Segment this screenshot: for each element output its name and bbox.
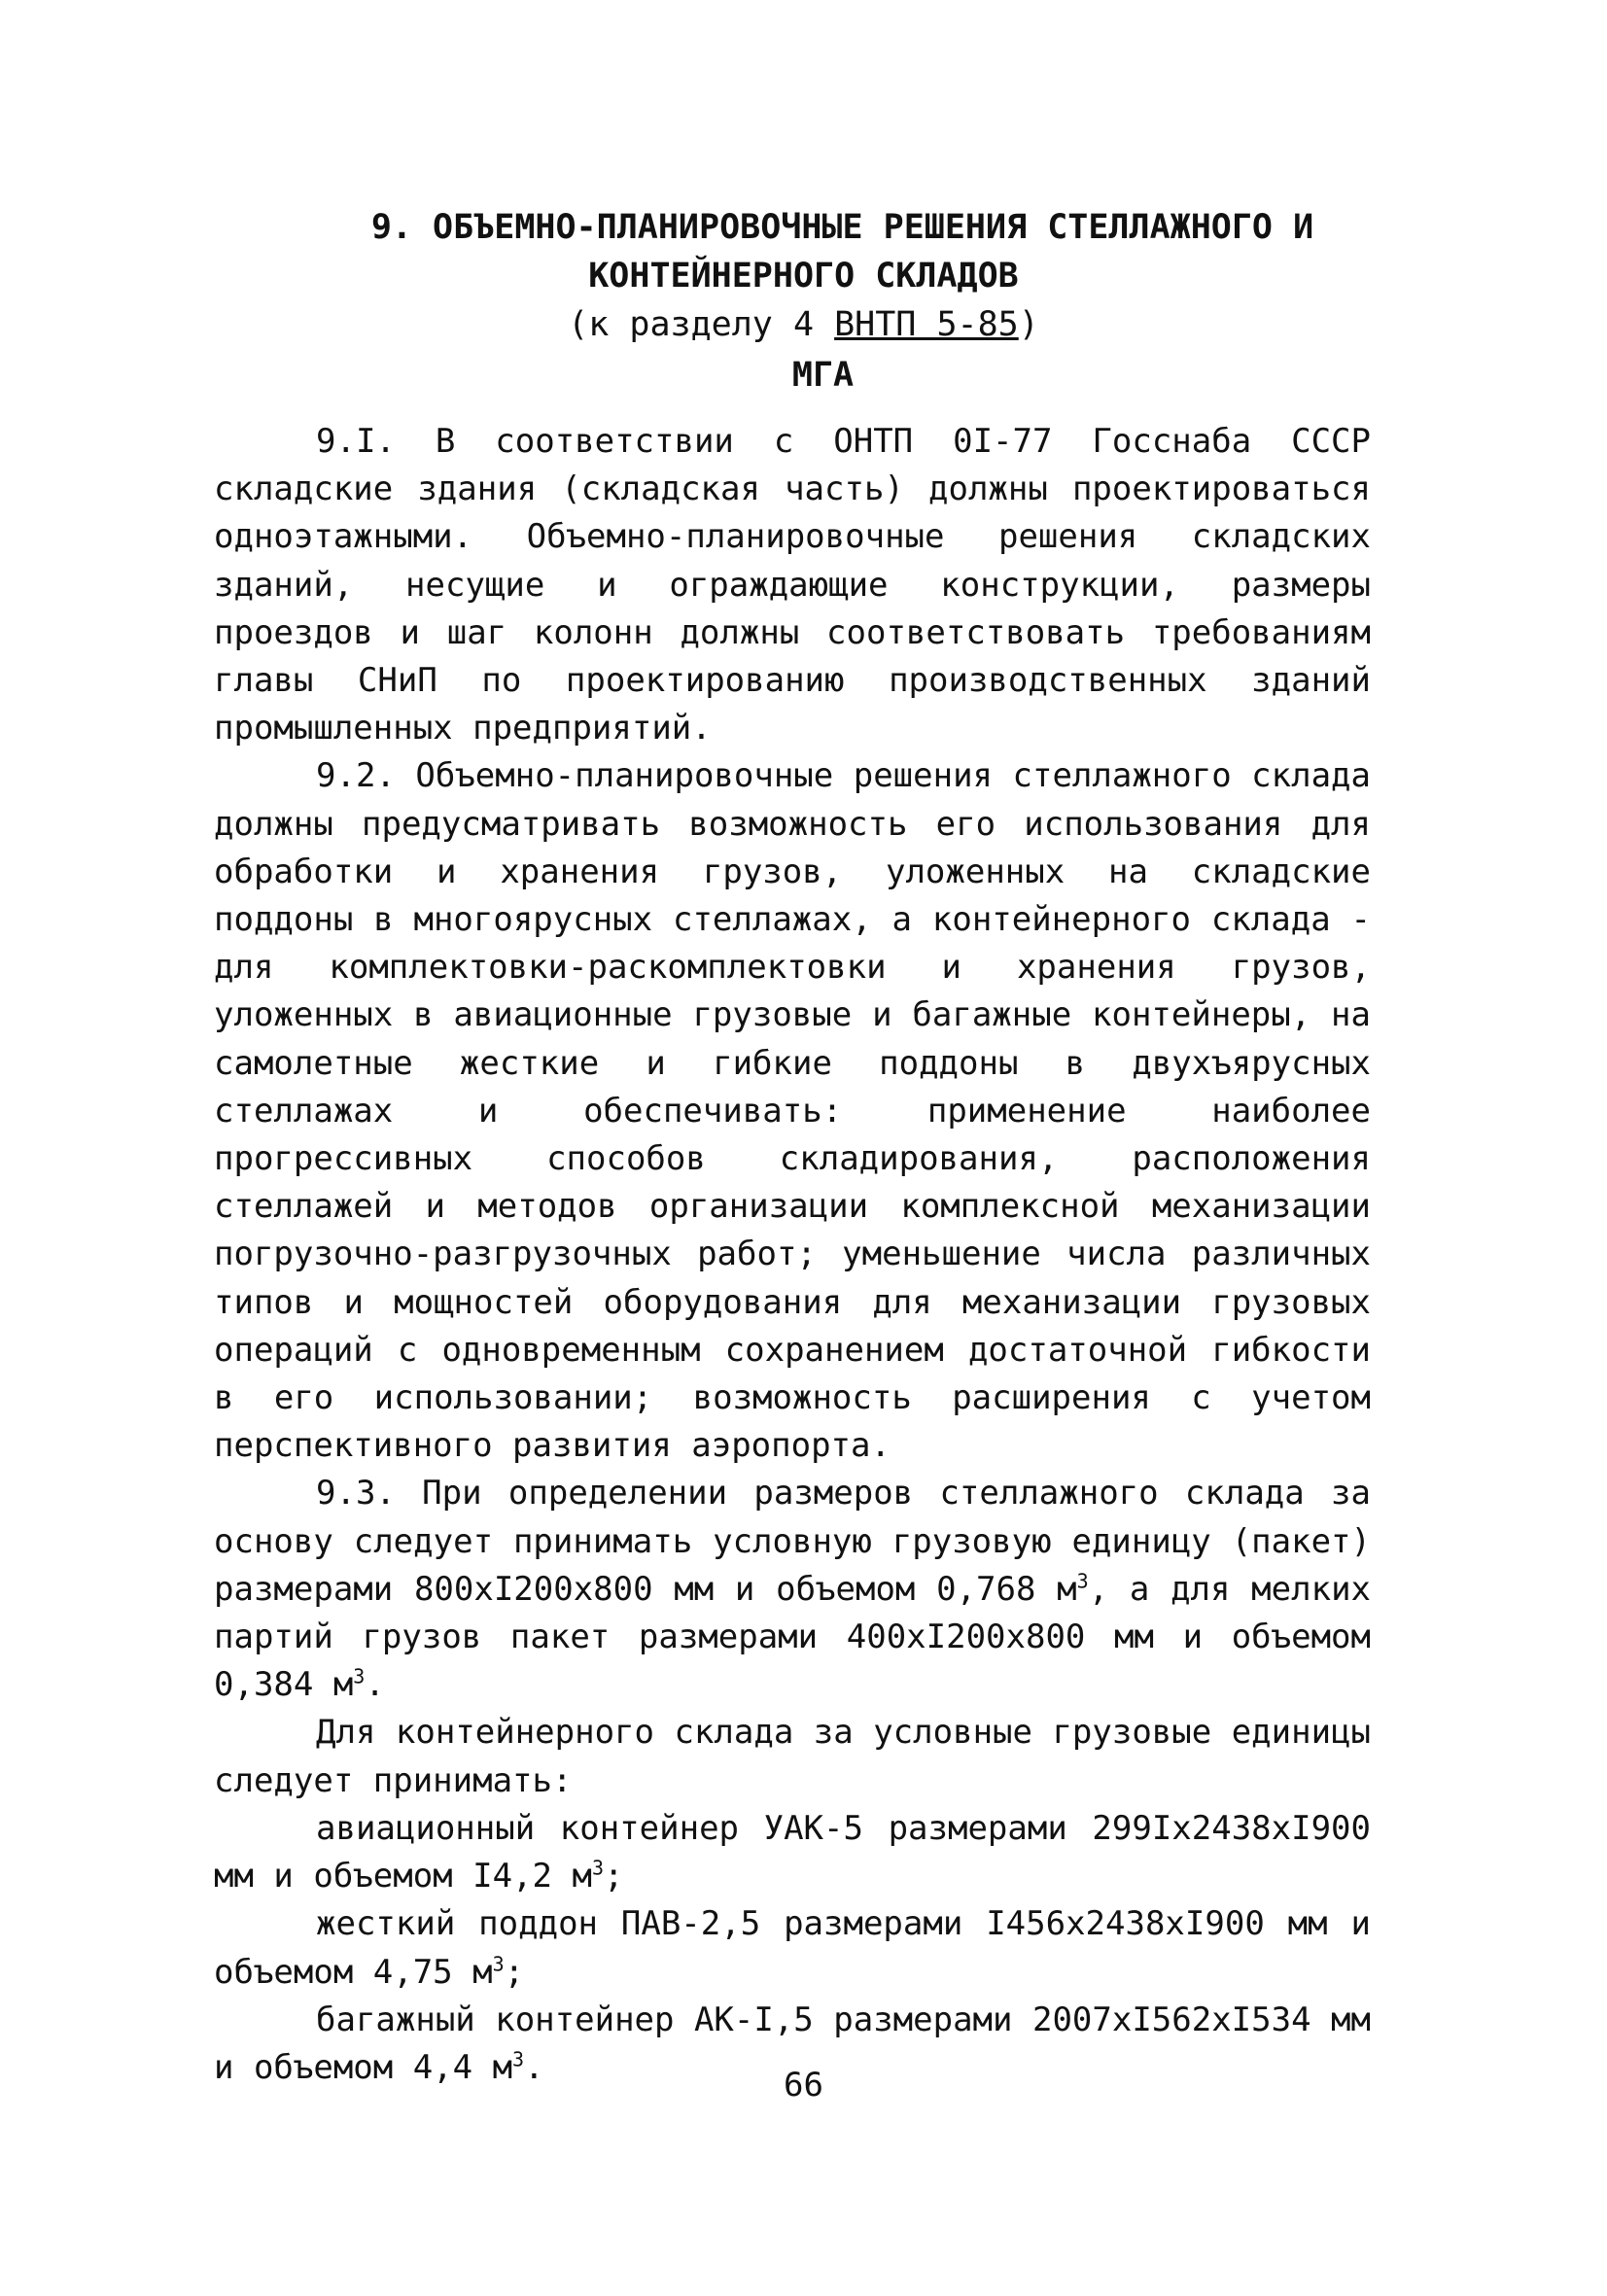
section-reference <box>0 301 1607 348</box>
superscript-3: 3 <box>591 1856 604 1880</box>
list-item-text: багажный контейнер АК-I,5 размерами 2007xI562xI534 мм и объемом 4,4 м <box>214 2000 1371 2087</box>
paragraph-9-1: 9.I. В соответствии с ОНТП 0I-77 Госснаба СССР складские здания (складская часть) должны проектироваться одноэтажными. Объемно-планировочные решения складских зданий, несущие и ограждающие конструкции, размеры проездов и шаг колонн должны соответствовать требованиям главы СНиП по проектированию производственных зданий промышленных предприятий. <box>214 422 1371 748</box>
paragraph-9-3-part-b: , а для мелких партий грузов пакет размерами 400xI200x800 мм и объемом 0,384 м <box>214 1569 1372 1705</box>
superscript-3: 3 <box>353 1664 366 1688</box>
paragraph-container-units: Для контейнерного склада за условные грузовые единицы следует принимать: <box>214 1713 1371 1800</box>
period: . <box>524 2047 544 2087</box>
document-body <box>214 418 1371 2092</box>
semicolon: ; <box>504 1952 525 1992</box>
reference-code: ВНТП 5-85 <box>834 305 1019 344</box>
paragraph-9-3 <box>214 1470 1371 1709</box>
section-title-line-2: КОНТЕЙНЕРНОГО СКЛАДОВ <box>588 257 1019 296</box>
page-number: 66 <box>784 2066 823 2105</box>
section-title-line-1: 9. ОБЪЕМНО-ПЛАНИРОВОЧНЫЕ РЕШЕНИЯ СТЕЛЛАЖНОГО И <box>370 208 1314 247</box>
reference-prefix: (к разделу 4 <box>568 305 835 344</box>
superscript-3: 3 <box>492 1952 505 1976</box>
semicolon: ; <box>603 1857 624 1896</box>
superscript-3: 3 <box>1076 1569 1089 1593</box>
list-item-uak5 <box>214 1805 1371 1900</box>
section-authority: МГА <box>791 356 855 395</box>
paragraph-9-2: 9.2. Объемно-планировочные решения стеллажного склада должны предусматривать возможность его использования для обработки и хранения грузов, уложенных на складские поддоны в многоярусных стеллажах, а контейнерного склада - для комплектовки-раскомплектовки и хранения грузов, уложенных в авиационные грузовые и багажные контейнеры, на самолетные жесткие и гибкие поддоны в двухъярусных стеллажах и обеспечивать: применение наиболее прогрессивных способов складирования, расположения стеллажей и методов организации комплексной механизации погрузочно-разгрузочных работ; уменьшение числа различных типов и мощностей оборудования для механизации грузовых операций с одновременным сохранением достаточной гибкости в его использовании; возможность расширения с учетом перспективного развития аэропорта. <box>214 756 1371 1466</box>
list-item-text: жесткий поддон ПАВ-2,5 размерами I456x2438xI900 мм и объемом 4,75 м <box>214 1904 1371 1992</box>
period: . <box>365 1665 385 1705</box>
list-item-text: авиационный контейнер УАК-5 размерами 299Ix2438xI900 мм и объемом I4,2 м <box>214 1808 1371 1896</box>
list-item-pav25 <box>214 1900 1371 1996</box>
superscript-3: 3 <box>512 2047 525 2071</box>
paragraph-9-3-part-a: 9.3. При определении размеров стеллажного склада за основу следует принимать условную грузовую единицу (пакет) размерами 800xI200x800 мм и объемом 0,768 м <box>214 1474 1371 1609</box>
reference-suffix: ) <box>1018 305 1039 344</box>
